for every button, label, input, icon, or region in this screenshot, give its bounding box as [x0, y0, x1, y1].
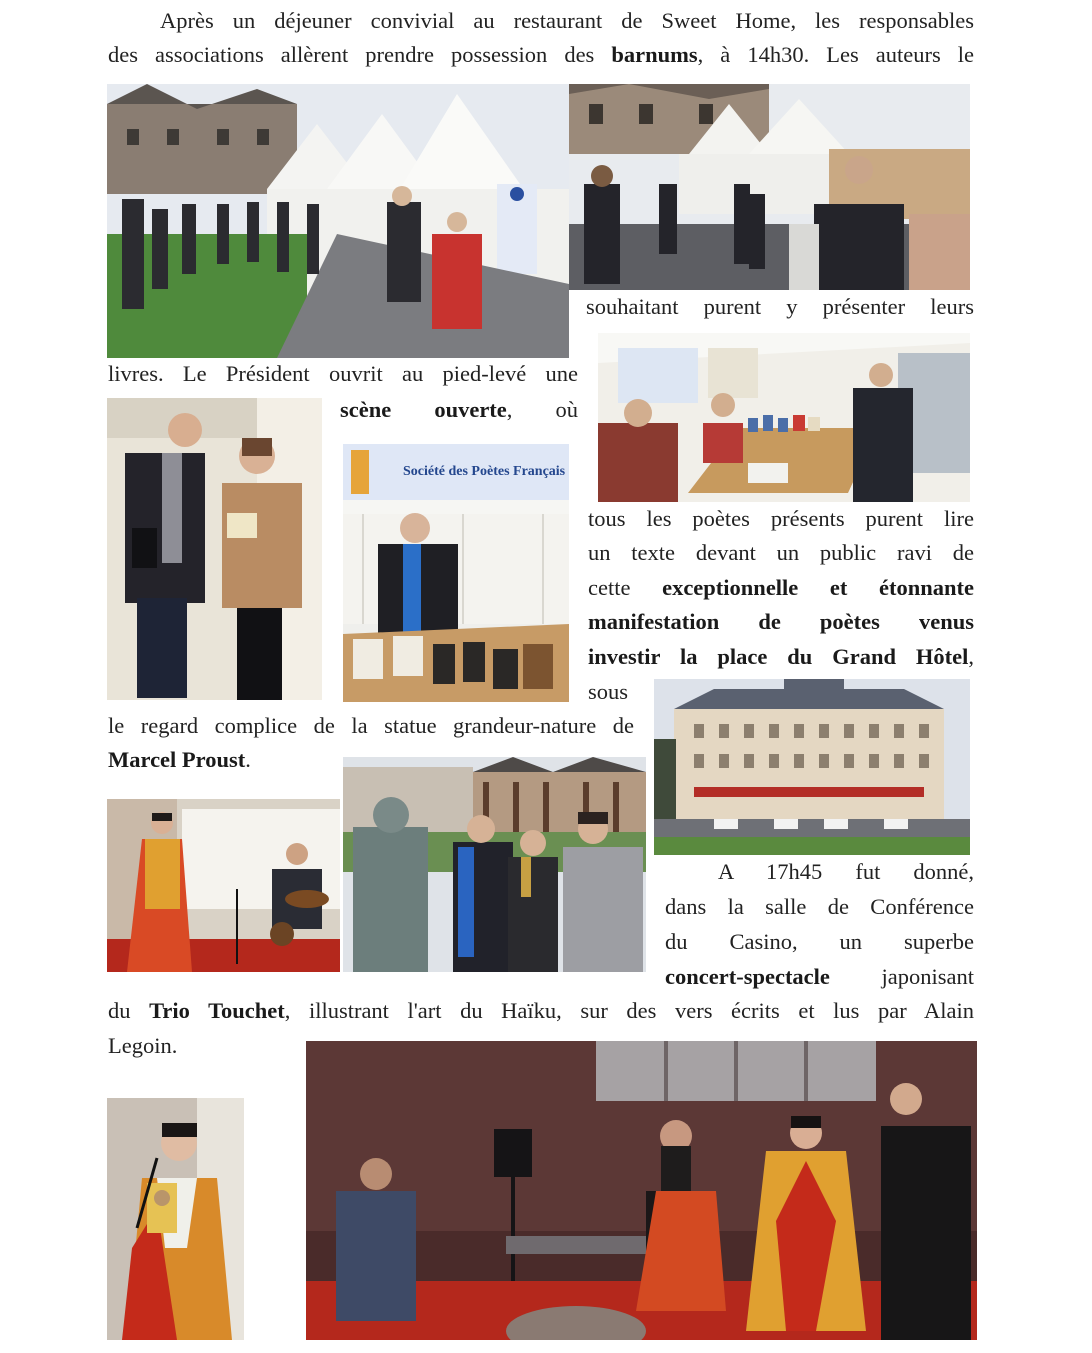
text-line-6: tous les poètes présents purent lire — [588, 506, 974, 531]
text-line-17: concert-spectacle japonisant — [665, 964, 974, 989]
barnums-bold: barnums — [611, 42, 698, 67]
photo-grand-hotel — [654, 679, 970, 855]
text-line-3: souhaitant purent y présenter leurs — [586, 294, 974, 319]
photo-concert-stage — [306, 1041, 977, 1340]
marcel-proust-bold: Marcel Proust — [108, 747, 246, 772]
text-line-13: Marcel Proust. — [108, 747, 251, 772]
text-line-8: cette exceptionnelle et étonnante — [588, 575, 974, 600]
banner-text: Société des Poètes Français — [403, 464, 566, 479]
photo-book-stand — [598, 333, 970, 502]
concert-spectacle-bold: concert-spectacle — [665, 964, 830, 989]
photo-tents-queue — [107, 84, 569, 358]
text-line-11: sous — [588, 679, 629, 704]
text-line-2: des associations allèrent prendre possession des barnums, à 14h30. Les auteurs le — [108, 42, 974, 67]
text-line-19: Legoin. — [108, 1033, 178, 1058]
photo-spf-stand — [343, 444, 569, 702]
text-line-7: un texte devant un public ravi de — [588, 540, 974, 565]
text-line-9 — [588, 605, 974, 639]
photo-concert-small — [107, 799, 340, 972]
exceptionnelle-bold: exceptionnelle et étonnante — [662, 575, 974, 600]
manifestation-bold: manifestation de poètes venus — [588, 609, 974, 634]
grand-hotel-bold: investir la place du Grand Hôtel — [588, 644, 969, 669]
text-line-16: du Casino, un superbe — [665, 929, 974, 954]
text-line-5: scène ouverte, où — [340, 397, 578, 422]
text-line-10: investir la place du Grand Hôtel, — [588, 644, 974, 669]
photo-visitors-tents — [569, 84, 970, 290]
text-line-1: Après un déjeuner convivial au restaurant de Sweet Home, les responsables — [160, 8, 974, 33]
text-line-14: A 17h45 fut donné, — [718, 859, 974, 884]
trio-touchet-bold: Trio Touchet — [149, 998, 285, 1023]
scene-ouverte-bold: scène ouverte — [340, 397, 507, 422]
photo-proust-statue — [343, 757, 646, 972]
text-line-4: livres. Le Président ouvrit au pied-levé une — [108, 361, 578, 386]
photo-scene-ouverte — [107, 398, 322, 700]
text-line-15: dans la salle de Conférence — [665, 894, 974, 919]
text-line-12: le regard complice de la statue grandeur-nature de — [108, 713, 634, 738]
text-line-18: du Trio Touchet, illustrant l'art du Haïku, sur des vers écrits et lus par Alain — [108, 998, 975, 1023]
photo-kimono-singer — [107, 1098, 244, 1340]
